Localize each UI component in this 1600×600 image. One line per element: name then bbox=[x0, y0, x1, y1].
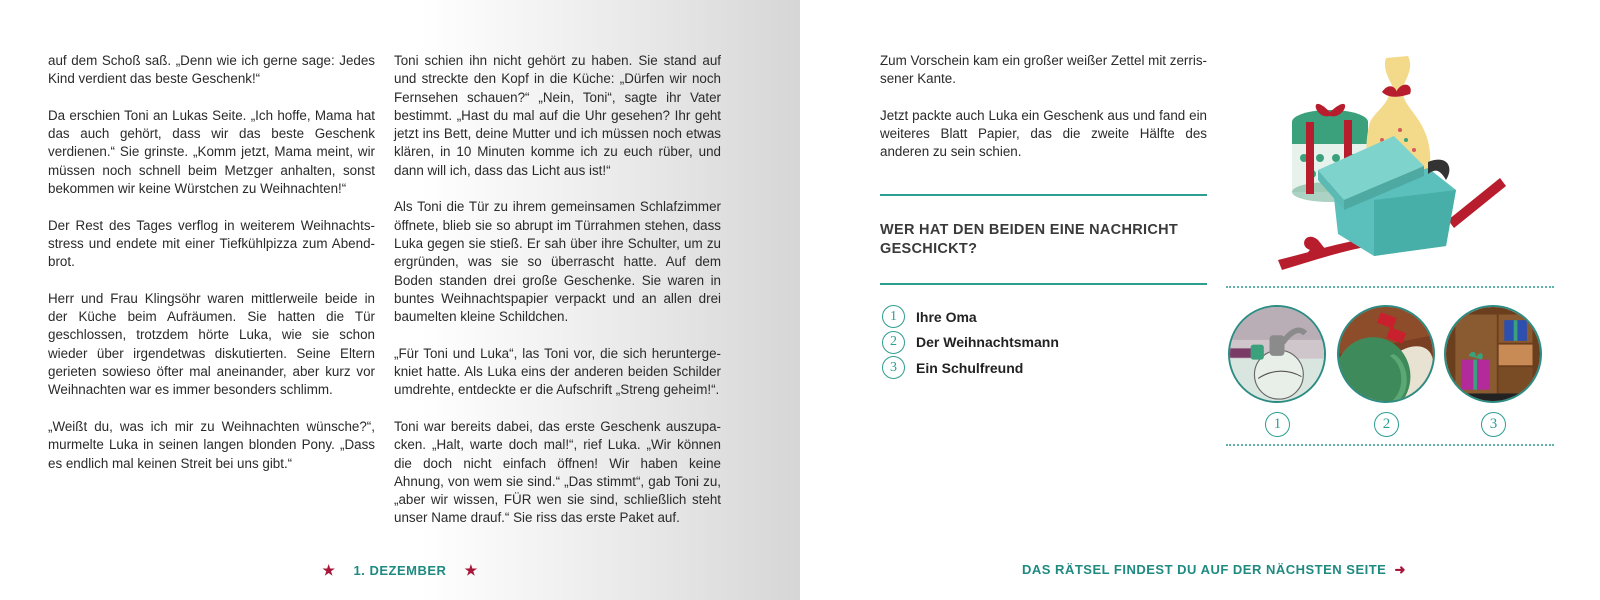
text-column-1 bbox=[48, 52, 375, 491]
paragraph: Da erschien Toni an Lukas Seite. „Ich hoffe, Mama hat das auch gehört, dass wir das beste Geschenk verdienen.“ Sie grinste. „Komm jetzt, Mama meint, wir müssen noch schnell beim Metzger anhalten, sonst bekommen wir keine Würstchen zu Weihnachten!“ bbox=[48, 107, 375, 197]
paragraph: „Weißt du, was ich mir zu Weihnachten wünsche?“, murmelte Luka in seinen langen blonden Pony. „Dass es endlich mal keinen Streit bei uns gibt.“ bbox=[48, 418, 375, 471]
answer-label: Der Weihnachtsmann bbox=[916, 334, 1059, 351]
paragraph: Zum Vorschein kam ein großer weißer Zettel mit zerrissener Kante. bbox=[880, 53, 1207, 87]
answer-list bbox=[882, 304, 1059, 381]
page-footer-date bbox=[0, 562, 800, 579]
paragraph: Der Rest des Tages verflog in weiterem Weihnachtsstress und endete mit einer Tiefkühlpizza zum Abendbrot. bbox=[48, 217, 375, 270]
paragraph: auf dem Schoß saß. „Denn wie ich gerne sage: Jedes Kind verdient das beste Geschenk!“ bbox=[48, 53, 375, 87]
paragraph: „Für Toni und Luka“, las Toni vor, die sich heruntergekniet hatte. Als Luka eins der anderen beiden Schilder umdrehte, entdeckte er die Aufschrift „Streng geheim!“. bbox=[394, 345, 721, 398]
answer-option-1[interactable] bbox=[882, 304, 1059, 330]
divider-rule bbox=[880, 194, 1207, 196]
circled-number-icon: 3 bbox=[1481, 412, 1506, 437]
circled-number-icon: 1 bbox=[882, 305, 905, 328]
gifts-illustration bbox=[1278, 50, 1518, 278]
next-page-hint[interactable] bbox=[1022, 562, 1406, 578]
answer-label: Ein Schulfreund bbox=[916, 359, 1024, 376]
paragraph: Als Toni die Tür zu ihrem gemeinsamen Schlafzimmer öffnete, blieb sie so abrupt im Türrahmen stehen, dass Luka gegen sie stieß. Er sah über ihre Schulter, um zu ergründen, was sie so überrascht hatte. Auf dem Boden standen drei große Geschenke. Sie waren in buntes Weihnachtspapier verpackt und an allen drei baumelten kleine Schildchen. bbox=[394, 199, 721, 325]
cupboard-with-gifts-picture[interactable] bbox=[1444, 305, 1542, 403]
text-column-2 bbox=[394, 52, 721, 546]
circled-number-icon: 2 bbox=[882, 331, 905, 354]
paragraph: Toni war bereits dabei, das erste Geschenk auszupacken. „Halt, warte doch mal!“, rief Luka. „Wir können die doch nicht einfach öffnen! Wir haben keine Ahnung, von wem sie sind.“ „Das stimmt“, gab Toni zu, „aber wir wissen, FÜR wen sie sind, schließlich steht unser Name drauf.“ Sie riss das erste Paket auf. bbox=[394, 418, 721, 526]
quiz-question: WER HAT DEN BEIDEN EINE NACHRICHT GESCHICKT? bbox=[880, 222, 1179, 257]
arrow-right-icon: ➜ bbox=[1394, 562, 1406, 577]
circled-number-icon: 1 bbox=[1265, 412, 1290, 437]
paragraph: Toni schien ihn nicht gehört zu haben. Sie stand auf und streckte den Kopf in die Küche: „Dürfen wir noch Fernsehen schauen?“ „Nein, Toni“, sagte ihr Vater bestimmt. „Hast du mal auf die Uhr gesehen? Ihr geht jetzt ins Bett, deine Mutter und ich müssen noch etwas klären, in 10 Minuten komme ich zu euch rüber, und dann will ich, dass das Licht aus ist!“ bbox=[394, 53, 721, 178]
divider-rule bbox=[880, 283, 1207, 285]
circled-number-icon: 2 bbox=[1374, 412, 1399, 437]
paragraph: Herr und Frau Klingsöhr waren mittlerweile beide in der Küche beim Aufräumen. Sie hatten die Tür geschlossen, trotzdem hörte Luka, wie sie schon wieder über irgendetwas diskutierten. Seine Eltern gerieten sowieso öfter mal aneinander, aber kurz vor Weihnachten war es immer besonders schlimm. bbox=[48, 290, 375, 398]
text-column-3 bbox=[880, 52, 1207, 180]
answer-label: Ihre Oma bbox=[916, 308, 977, 325]
watering-can-picture[interactable] bbox=[1228, 305, 1326, 403]
star-icon: ★ bbox=[322, 562, 336, 578]
star-icon: ★ bbox=[464, 562, 478, 578]
answer-option-3[interactable] bbox=[882, 355, 1059, 381]
circled-number-icon: 3 bbox=[882, 356, 905, 379]
answer-option-2[interactable] bbox=[882, 330, 1059, 356]
paragraph: Jetzt packte auch Luka ein Geschenk aus und fand ein weiteres Blatt Papier, das die zweite Hälfte des anderen zu sein schien. bbox=[880, 107, 1207, 160]
date-label: 1. DEZEMBER bbox=[353, 563, 447, 578]
next-page-label: DAS RÄTSEL FINDEST DU AUF DER NÄCHSTEN SEITE bbox=[1022, 562, 1387, 577]
green-armchair-picture[interactable] bbox=[1337, 305, 1435, 403]
dotted-divider bbox=[1226, 444, 1554, 446]
dotted-divider bbox=[1226, 286, 1554, 288]
